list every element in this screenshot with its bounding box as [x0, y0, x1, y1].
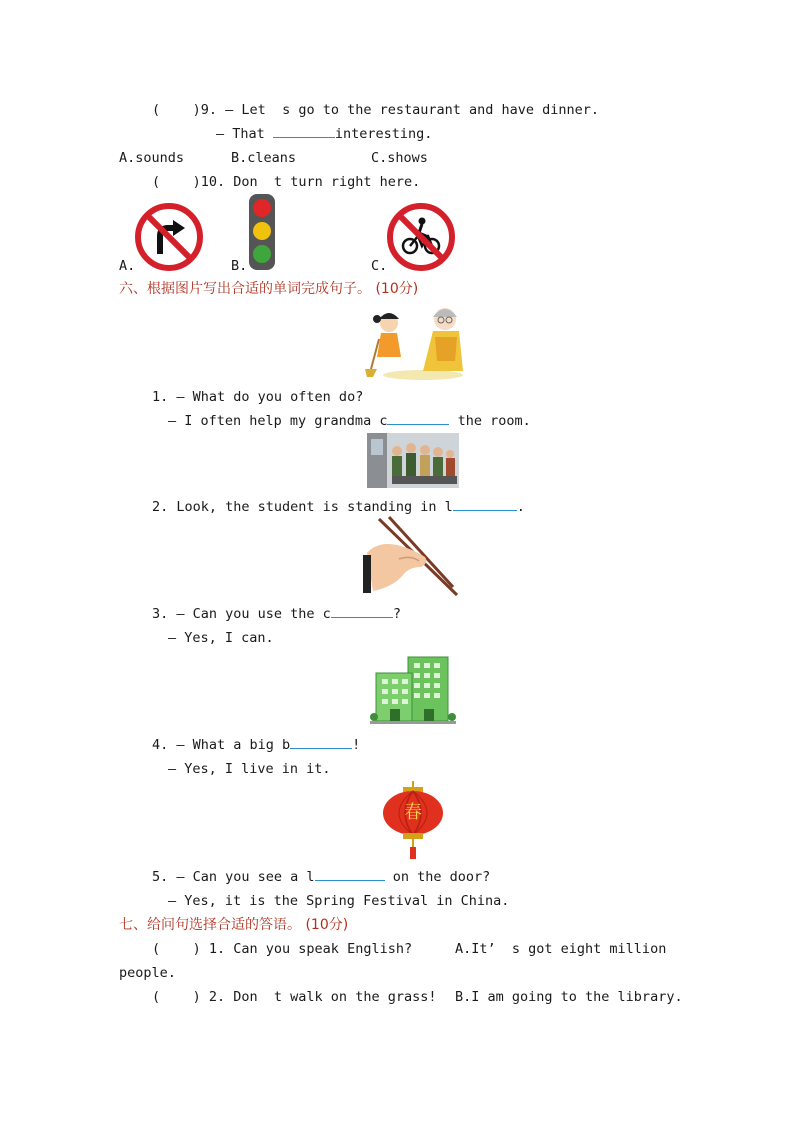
s6-item5-text-end: on the door?: [384, 869, 491, 885]
q9-paren: ( )9.: [152, 102, 218, 118]
lantern-character: 春: [404, 802, 422, 823]
q9-option-b: B.cleans: [231, 150, 297, 166]
no-bicycle-sign-icon: [386, 202, 456, 272]
s7-answer-b: B.I am going to the library.: [455, 989, 683, 1005]
s6-item1-text-end: the room.: [449, 413, 531, 429]
section7-points: (10分): [305, 917, 349, 933]
q9-line2-post: interesting.: [334, 126, 433, 142]
s7-answer-a-continued: people.: [119, 965, 176, 981]
q10-label-b: B.: [231, 258, 248, 274]
big-building-picture: [370, 655, 456, 725]
s6-item4-text: 4. — What a big b: [152, 737, 291, 753]
s6-item5-text: 5. — Can you see a l: [152, 869, 315, 885]
q9-line2: [216, 125, 432, 143]
s7-answer-a: A.It’ s got eight million: [455, 941, 667, 957]
s6-item2-text-end: .: [516, 499, 525, 515]
section6-heading: [119, 280, 418, 298]
hand-holding-chopsticks-picture: [363, 515, 461, 599]
s7-q1: ( ) 1. Can you speak English?: [152, 941, 413, 957]
answer-blank[interactable]: [331, 605, 393, 618]
answer-blank[interactable]: [315, 868, 385, 881]
s6-item5-line2: — Yes, it is the Spring Festival in China.: [168, 893, 510, 909]
s6-item1-line1: 1. — What do you often do?: [152, 389, 364, 405]
answer-blank[interactable]: [273, 125, 335, 138]
s6-item1-line2: [168, 412, 531, 430]
q10-paren: ( )10.: [152, 174, 226, 190]
q9-line1: [152, 101, 599, 119]
q9-question: — Let s go to the restaurant and have dinner.: [225, 102, 600, 118]
s7-q2: ( ) 2. Don t walk on the grass!: [152, 989, 437, 1005]
s6-item2-text: 2. Look, the student is standing in l: [152, 499, 453, 515]
s6-item4-line2: — Yes, I live in it.: [168, 761, 331, 777]
s6-item3-line1: [152, 605, 401, 623]
q9-option-a: A.sounds: [119, 150, 185, 166]
s6-item1-text: — I often help my grandma c: [168, 413, 388, 429]
section7-heading: [119, 916, 348, 934]
s6-item2-line1: [152, 498, 525, 516]
s6-item3-text: 3. — Can you use the c: [152, 606, 331, 622]
section6-points: (10分): [375, 281, 419, 297]
q10-label-a: A.: [119, 258, 136, 274]
no-right-turn-sign-icon: [134, 202, 204, 272]
q9-option-c: C.shows: [371, 150, 428, 166]
s6-item4-line1: [152, 736, 360, 754]
answer-blank[interactable]: [290, 736, 352, 749]
section7-title: 七、给问句选择合适的答语。: [119, 917, 301, 933]
q9-line2-pre: — That: [216, 126, 273, 142]
s6-item3-line2: — Yes, I can.: [168, 630, 274, 646]
answer-blank[interactable]: [453, 498, 517, 511]
answer-blank[interactable]: [387, 412, 449, 425]
girl-sweeping-with-grandma-picture: [363, 303, 465, 381]
q10-question: Don t turn right here.: [233, 174, 421, 190]
red-lantern-picture: [381, 781, 445, 861]
section6-title: 六、根据图片写出合适的单词完成句子。: [119, 281, 371, 297]
traffic-light-icon: [247, 193, 277, 271]
s6-item5-line1: [152, 868, 490, 886]
s6-item4-text-end: !: [352, 737, 361, 753]
students-in-line-picture: [367, 433, 459, 488]
q10-label-c: C.: [371, 258, 388, 274]
q10-line: [152, 173, 420, 191]
s6-item3-text-end: ?: [392, 606, 401, 622]
